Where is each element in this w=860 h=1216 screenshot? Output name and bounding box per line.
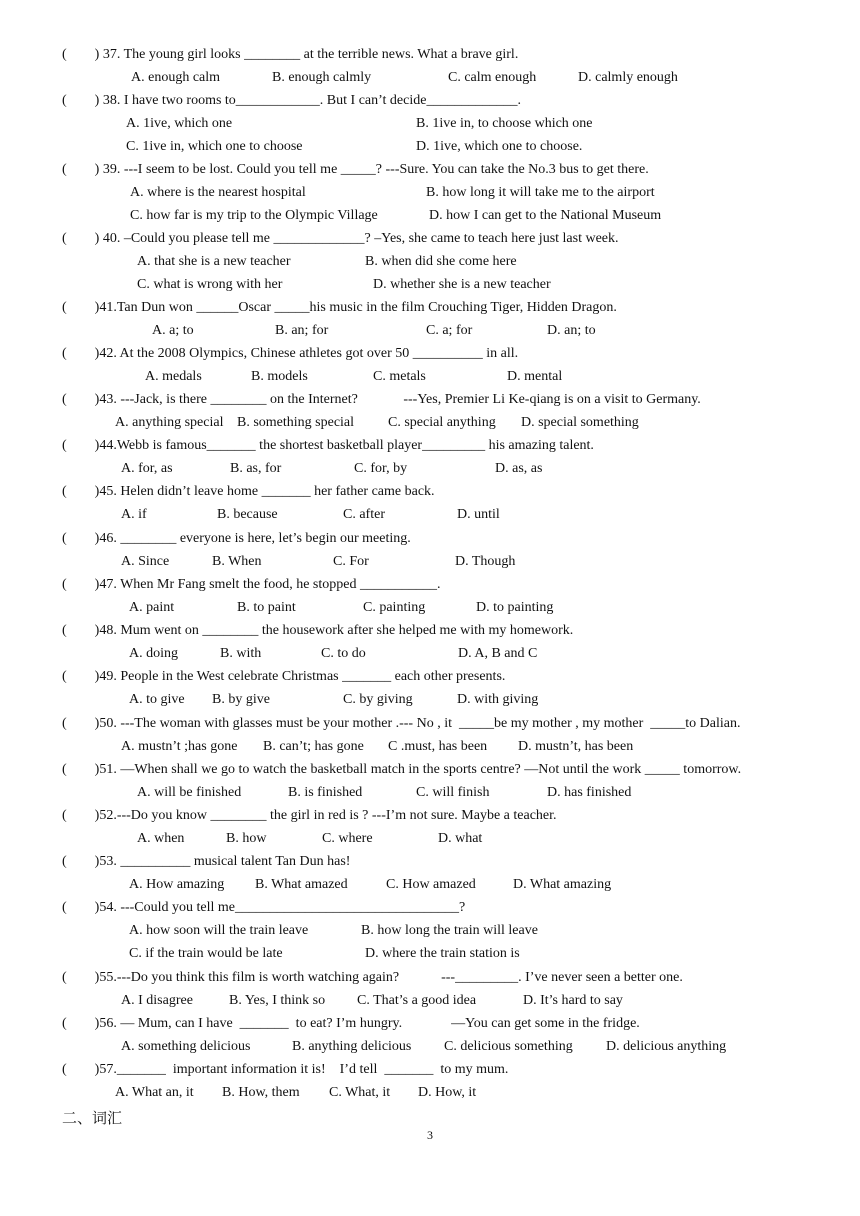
option-c: C. what is wrong with her [137, 277, 283, 292]
option-d: D. what [438, 831, 483, 846]
option-d: D. mustn’t, has been [518, 739, 634, 754]
section-heading: 二、词汇 [62, 1111, 123, 1127]
option-a: A. when [137, 831, 185, 846]
option-b: B. something special [237, 415, 355, 430]
question-40-stem: ( ) 40. –Could you please tell me _____________? –Yes, she came to teach here just last week. [62, 231, 619, 246]
option-b: B. 1ive in, to choose which one [416, 116, 593, 131]
option-c: C. special anything [388, 415, 496, 430]
option-a: A. will be finished [137, 785, 242, 800]
option-a: A. enough calm [131, 70, 221, 85]
question-57-stem: ( )57._______ important information it is! I’d tell _______ to my mum. [62, 1062, 509, 1077]
option-b: B. how long it will take me to the airport [426, 185, 655, 200]
option-d: D. mental [507, 369, 563, 384]
option-c: C. a; for [426, 323, 473, 338]
option-a: A. that she is a new teacher [137, 254, 291, 269]
option-a: A. for, as [121, 461, 173, 476]
option-a: A. anything special [115, 415, 224, 430]
option-a: A. I disagree [121, 993, 193, 1008]
question-39-stem: ( ) 39. ---I seem to be lost. Could you tell me _____? ---Sure. You can take the No.3 bus to get there. [62, 162, 649, 177]
option-a: A. Since [121, 554, 170, 569]
question-50-stem: ( )50. ---The woman with glasses must be your mother .--- No , it _____be my mother , my mother _____to Dalian. [62, 716, 741, 731]
option-d: D. special something [521, 415, 639, 430]
option-d: D. Though [455, 554, 516, 569]
option-d: D. whether she is a new teacher [373, 277, 551, 292]
option-b: B. What amazed [255, 877, 348, 892]
option-d: D. with giving [457, 692, 539, 707]
option-c: C. by giving [343, 692, 413, 707]
option-a: A. mustn’t ;has gone [121, 739, 238, 754]
option-c: C. How amazed [386, 877, 476, 892]
option-a: A. 1ive, which one [126, 116, 233, 131]
question-47-stem: ( )47. When Mr Fang smelt the food, he stopped ___________. [62, 577, 441, 592]
option-d: D. until [457, 507, 500, 522]
option-b: B. Yes, I think so [229, 993, 326, 1008]
option-b: B. is finished [288, 785, 363, 800]
option-b: B. with [220, 646, 262, 661]
question-53-stem: ( )53. __________ musical talent Tan Dun has! [62, 854, 351, 869]
option-a: A. What an, it [115, 1085, 194, 1100]
option-d: D. A, B and C [458, 646, 538, 661]
question-43-stem: ( )43. ---Jack, is there ________ on the Internet? ---Yes, Premier Li Ke-qiang is on a visit to Germany. [62, 392, 701, 407]
question-52-stem: ( )52.---Do you know ________ the girl in red is ? ---I’m not sure. Maybe a teacher. [62, 808, 557, 823]
option-a: A. a; to [152, 323, 194, 338]
option-a: A. How amazing [129, 877, 225, 892]
option-c: C. What, it [329, 1085, 391, 1100]
option-a: A. how soon will the train leave [129, 923, 309, 938]
option-b: B. how [226, 831, 267, 846]
option-d: D. How, it [418, 1085, 477, 1100]
option-b: B. When [212, 554, 262, 569]
option-c: C. how far is my trip to the Olympic Village [130, 208, 378, 223]
option-c: C. after [343, 507, 385, 522]
question-46-stem: ( )46. ________ everyone is here, let’s begin our meeting. [62, 531, 411, 546]
question-48-stem: ( )48. Mum went on ________ the housework after she helped me with my homework. [62, 623, 574, 638]
option-d: D. calmly enough [578, 70, 678, 85]
page-number: 3 [427, 1128, 433, 1142]
option-c: C. if the train would be late [129, 946, 283, 961]
option-d: D. how I can get to the National Museum [429, 208, 662, 223]
question-37-stem: ( ) 37. The young girl looks ________ at the terrible news. What a brave girl. [62, 47, 519, 62]
option-c: C. to do [321, 646, 366, 661]
question-45-stem: ( )45. Helen didn’t leave home _______ her father came back. [62, 484, 435, 499]
option-b: B. by give [212, 692, 270, 707]
option-a: A. to give [129, 692, 185, 707]
question-55-stem: ( )55.---Do you think this film is worth watching again? ---_________. I’ve never seen a better one. [62, 970, 683, 985]
option-b: B. because [217, 507, 278, 522]
option-c: C .must, has been [388, 739, 488, 754]
option-b: B. anything delicious [292, 1039, 412, 1054]
option-b: B. How, them [222, 1085, 300, 1100]
option-c: C. For [333, 554, 369, 569]
option-c: C. where [322, 831, 373, 846]
option-d: D. where the train station is [365, 946, 520, 961]
question-56-stem: ( )56. — Mum, can I have _______ to eat? I’m hungry. —You can get some in the fridge. [62, 1016, 640, 1031]
option-d: D. has finished [547, 785, 632, 800]
option-d: D. It’s hard to say [523, 993, 623, 1008]
option-d: D. as, as [495, 461, 543, 476]
option-b: B. models [251, 369, 308, 384]
question-49-stem: ( )49. People in the West celebrate Christmas _______ each other presents. [62, 669, 506, 684]
option-a: A. paint [129, 600, 175, 615]
option-c: C. painting [363, 600, 426, 615]
question-54-stem: ( )54. ---Could you tell me________________________________? [62, 900, 466, 915]
option-b: B. when did she come here [365, 254, 517, 269]
option-a: A. where is the nearest hospital [130, 185, 306, 200]
option-c: C. for, by [354, 461, 408, 476]
question-41-stem: ( )41.Tan Dun won ______Oscar _____his music in the film Crouching Tiger, Hidden Dragon. [62, 300, 617, 315]
option-c: C. metals [373, 369, 426, 384]
option-d: D. to painting [476, 600, 554, 615]
option-c: C. calm enough [448, 70, 537, 85]
option-a: A. doing [129, 646, 178, 661]
option-b: B. as, for [230, 461, 282, 476]
question-44-stem: ( )44.Webb is famous_______ the shortest basketball player_________ his amazing talent. [62, 438, 594, 453]
option-d: D. delicious anything [606, 1039, 727, 1054]
question-42-stem: ( )42. At the 2008 Olympics, Chinese athletes got over 50 __________ in all. [62, 346, 519, 361]
option-d: D. 1ive, which one to choose. [416, 139, 583, 154]
option-a: A. if [121, 507, 147, 522]
option-b: B. to paint [237, 600, 296, 615]
option-c: C. That’s a good idea [357, 993, 477, 1008]
option-a: A. something delicious [121, 1039, 251, 1054]
option-d: D. an; to [547, 323, 596, 338]
option-a: A. medals [145, 369, 202, 384]
option-b: B. an; for [275, 323, 329, 338]
option-d: D. What amazing [513, 877, 612, 892]
option-b: B. can’t; has gone [263, 739, 364, 754]
option-b: B. how long the train will leave [361, 923, 538, 938]
option-c: C. will finish [416, 785, 490, 800]
question-38-stem: ( ) 38. I have two rooms to____________. But I can’t decide_____________. [62, 93, 521, 108]
question-51-stem: ( )51. —When shall we go to watch the basketball match in the sports centre? —Not until the work _____ tomorrow. [62, 762, 742, 777]
option-c: C. delicious something [444, 1039, 573, 1054]
option-c: C. 1ive in, which one to choose [126, 139, 303, 154]
option-b: B. enough calmly [272, 70, 372, 85]
